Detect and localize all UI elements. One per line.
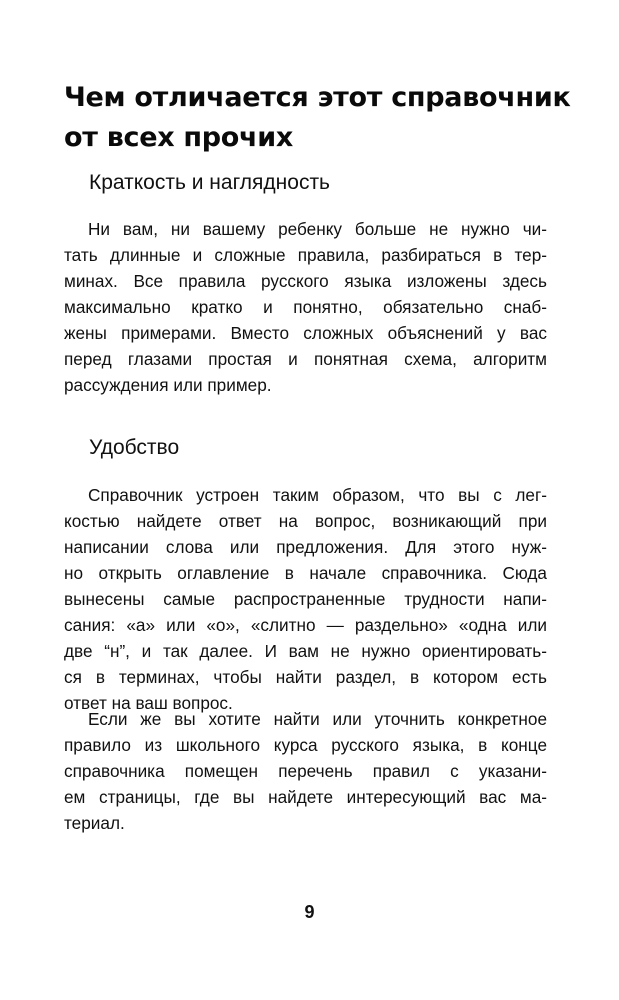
text-line: костью найдете ответ на вопрос, возникающий при [64,511,547,531]
text-line: правило из школьного курса русского языка, в конце [64,735,547,755]
text-line: ответ на ваш вопрос. [64,693,233,713]
text-line: справочника помещен перечень правил с указани- [64,761,547,781]
text-line: Справочник устроен таким образом, что вы с лег- [88,485,547,505]
text-line: но открыть оглавление в начале справочника. Сюда [64,563,547,583]
text-line: тать длинные и сложные правила, разбираться в тер- [64,245,547,265]
text-line: Ни вам, ни вашему ребенку больше не нужно чи- [88,219,547,239]
paragraph-convenience-2 [64,706,547,836]
page-number: 9 [304,902,315,922]
text-line: ся в терминах, чтобы найти раздел, в котором есть [64,667,547,687]
text-line: перед глазами простая и понятная схема, алгоритм [64,349,547,369]
text-line: вынесены самые распространенные трудности напи- [64,589,547,609]
page-title-line: от всех прочих [64,122,294,153]
section-heading-brevity: Краткость и наглядность [89,171,330,194]
paragraph-convenience-1 [64,482,547,716]
text-line: написании слова или предложения. Для этого нуж- [64,537,547,557]
text-line: максимально кратко и понятно, обязательно снаб- [64,297,547,317]
paragraph-brevity [64,216,547,398]
text-line: рассуждения или пример. [64,375,272,395]
section-heading-convenience: Удобство [89,436,180,459]
text-line: Если же вы хотите найти или уточнить конкретное [88,709,547,729]
text-line: териал. [64,813,125,833]
text-line: две “н”, и так далее. И вам не нужно ориентировать- [64,641,547,661]
text-line: сания: «а» или «о», «слитно — раздельно» «одна или [64,615,547,635]
text-line: минах. Все правила русского языка изложены здесь [64,271,547,291]
text-line: ем страницы, где вы найдете интересующий вас ма- [64,787,547,807]
page-title-line: Чем отличается этот справочник [64,82,571,113]
page-title [64,78,571,158]
text-line: жены примерами. Вместо сложных объяснений у вас [64,323,547,343]
